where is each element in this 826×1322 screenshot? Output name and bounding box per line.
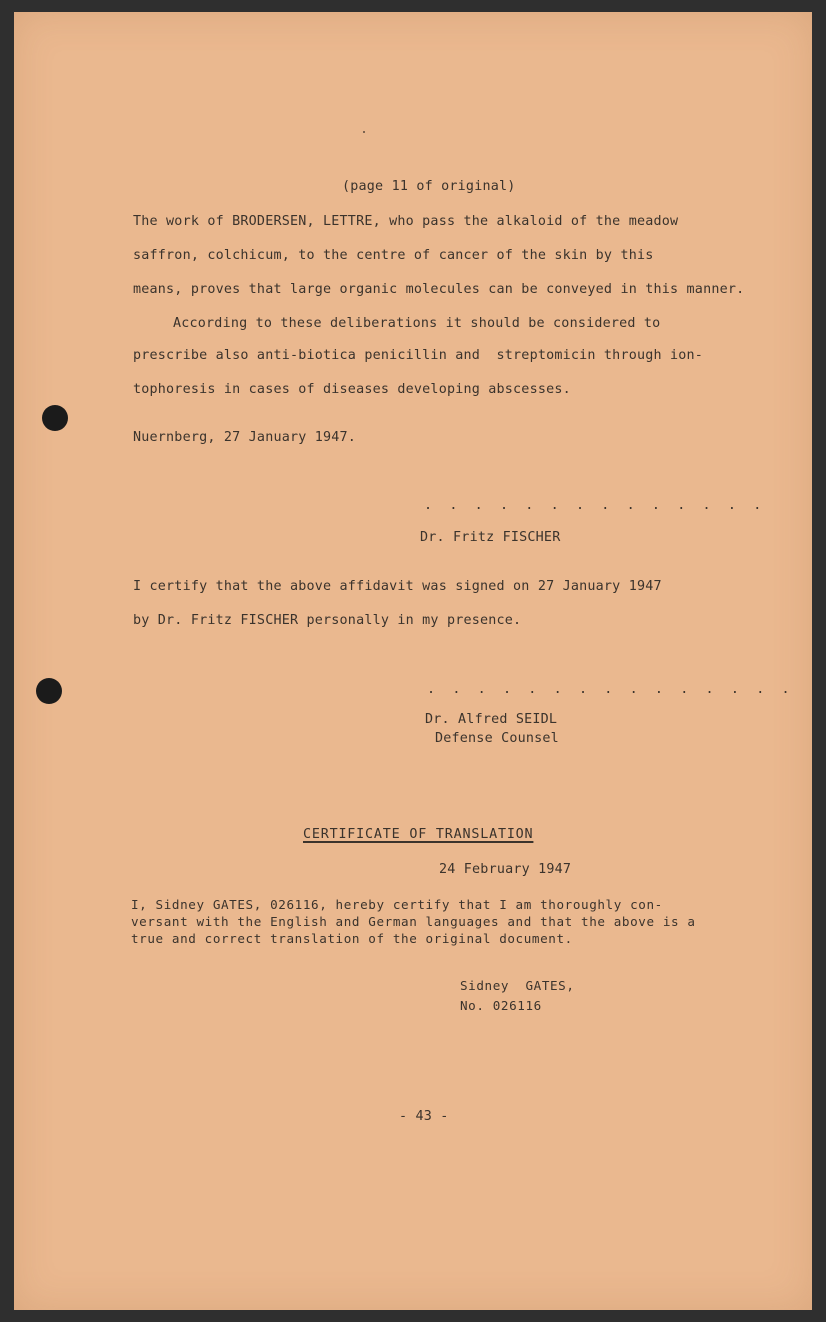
signature-line-seidl: . . . . . . . . . . . . . . . [427,682,795,697]
signatory-fischer: Dr. Fritz FISCHER [420,530,561,545]
translation-text-line-2: versant with the English and German languages and that the above is a [131,914,696,929]
page-number: - 43 - [399,1109,449,1124]
place-and-date: Nuernberg, 27 January 1947. [133,430,357,445]
translator-number: No. 026116 [460,998,542,1013]
document-page [14,12,812,1310]
signatory-seidl-name: Dr. Alfred SEIDL [425,712,558,727]
paragraph-1-line-1: The work of BRODERSEN, LETTRE, who pass the alkaloid of the meadow [133,214,679,229]
paragraph-1-line-3: means, proves that large organic molecules can be conveyed in this manner. [133,282,745,297]
punch-hole-top [42,405,68,431]
paper-speck [363,131,365,133]
translation-text-line-1: I, Sidney GATES, 026116, hereby certify that I am thoroughly con- [131,897,663,912]
paragraph-1-line-2: saffron, colchicum, to the centre of cancer of the skin by this [133,248,654,263]
paragraph-2-line-3: tophoresis in cases of diseases developing abscesses. [133,382,571,397]
page-reference: (page 11 of original) [342,179,516,194]
translation-certificate-title: CERTIFICATE OF TRANSLATION [303,827,534,842]
certification-line-2: by Dr. Fritz FISCHER personally in my presence. [133,613,522,628]
certification-line-1: I certify that the above affidavit was signed on 27 January 1947 [133,579,662,594]
punch-hole-bottom [36,678,62,704]
signatory-seidl-role: Defense Counsel [435,731,559,746]
signature-line-fischer: . . . . . . . . . . . . . . [424,498,766,513]
translation-text-line-3: true and correct translation of the original document. [131,931,573,946]
paragraph-2-line-2: prescribe also anti-biotica penicillin and streptomicin through ion- [133,348,704,363]
paragraph-2-line-1: According to these deliberations it should be considered to [173,316,661,331]
translation-date: 24 February 1947 [439,862,572,877]
translator-name: Sidney GATES, [460,978,575,993]
